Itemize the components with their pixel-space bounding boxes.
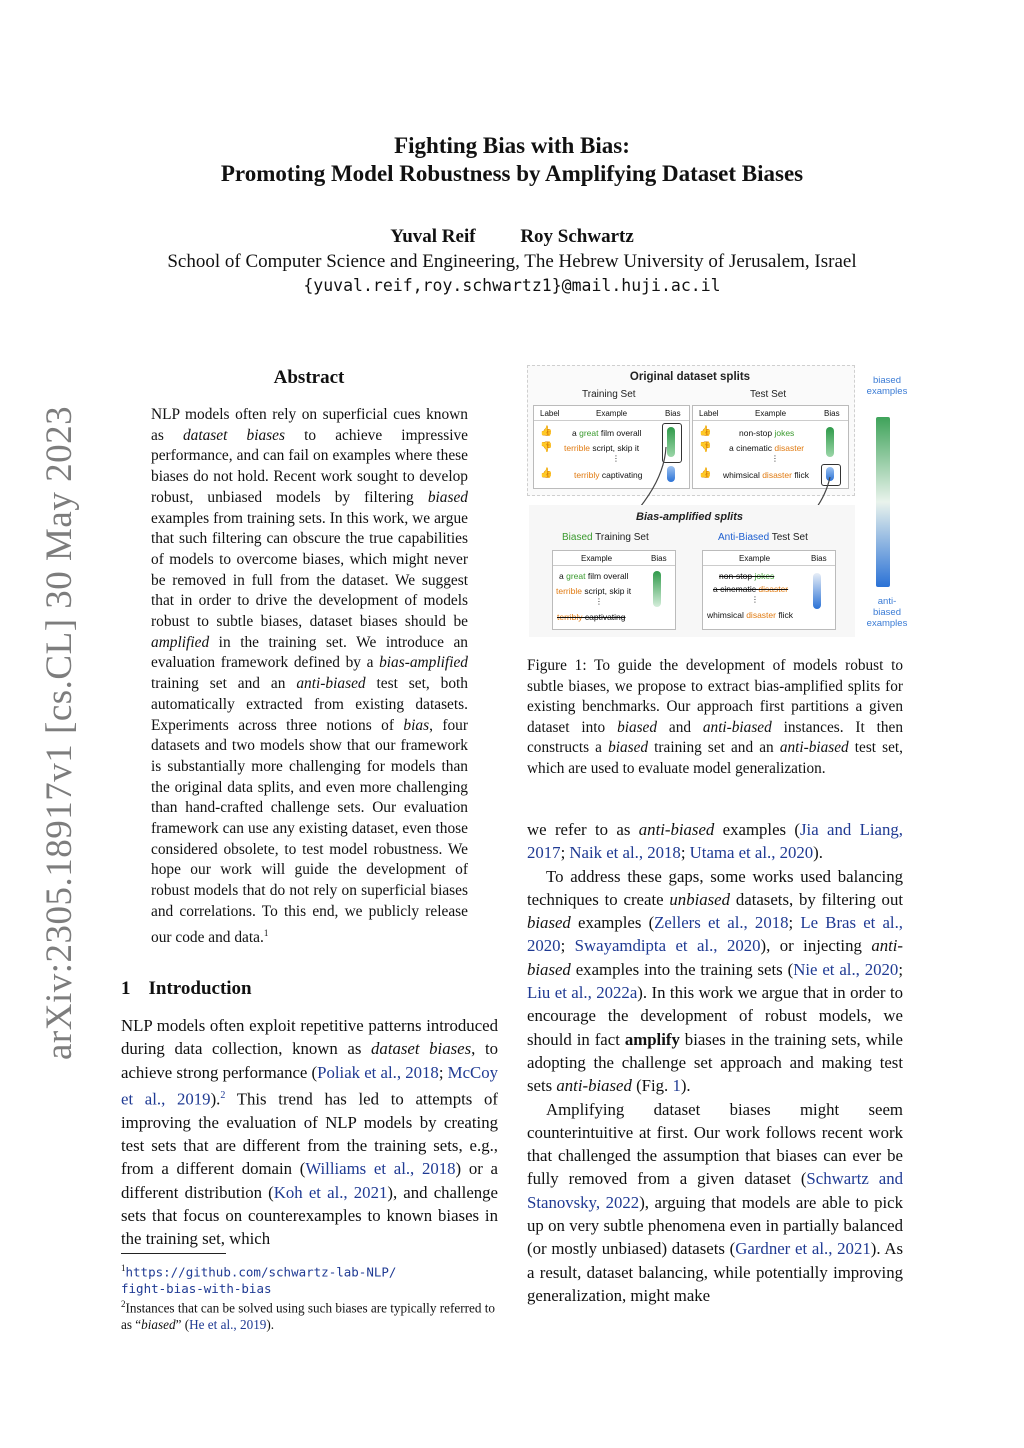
col-label: Label	[540, 409, 560, 418]
section-heading	[121, 978, 252, 1000]
intro-left-column: NLP models often exploit repetitive patterns introduced during data collection, known as dataset biases, to achieve strong performance (Poliak et al., 2018; McCoy et al., 2019).$^2$ This trend has led to attempts of improving the evaluation of NLP models by creating test sets that are different from the training sets, e.g., from a different domain (Williams et al., 2018) or a different distribution (Koh et al., 2021), and challenge sets that focus on counterexamples to known biases in the training set, which	[121, 1016, 499, 1249]
thumbs-up-icon: 👍	[540, 426, 553, 437]
orig-test-row-1: non-stop jokes	[739, 428, 795, 438]
bias-bar	[813, 573, 821, 609]
footnote-2-italic: biased	[141, 1317, 176, 1333]
anti-biased-test-table	[702, 550, 836, 630]
footnote-2	[121, 1296, 498, 1333]
footnote-2-text-b: ” (	[175, 1317, 190, 1333]
cite-link[interactable]: Schwartz and Stanovsky, 2022	[527, 1169, 903, 1212]
biased-row-removed: terribly captivating	[557, 612, 626, 622]
orig-test-row-2: a cinematic disaster	[729, 443, 805, 453]
anti-row-removed-2: a cinematic disaster	[713, 584, 789, 594]
cite-link[interactable]: Jia and Liang, 2017	[527, 820, 903, 863]
biased-train-header	[553, 551, 675, 566]
paragraph: To address these gaps, some works used balancing techniques to create unbiased datasets, by filtering out biased examples (Zellers et al., 2018; Le Bras et al., 2020; Swayamdipta et al., 2020), or injecting anti-biased examples into the training sets (Nie et al., 2020; Liu et al., 2022a). In this work we argue that in order to encourage the development of robust models, we should in fact amplify biases in the training sets, while adopting the challenge set approach and making test sets anti-biased (Fig. 1).	[527, 866, 904, 1096]
cite-link[interactable]: McCoy et al., 2019	[121, 1062, 499, 1109]
cite-link[interactable]: Utama et al., 2020	[689, 843, 814, 863]
cite-link[interactable]: Le Bras et al., 2020	[527, 913, 903, 956]
col-example: Example	[739, 554, 771, 563]
paragraph: Amplifying dataset biases might seem counterintuitive at first. Our work follows recent work that challenged the assumption that biases can ever be fully removed from a given dataset (Schwartz and Stanovsky, 2022), arguing that models are able to pick up on very subtle phenomena even in partially balanced (or mostly unbiased) datasets (Gardner et al., 2021). As a result, dataset balancing, while potentially improving generalization, might make	[527, 1099, 904, 1305]
figure-1	[524, 365, 909, 640]
footnote-2-text-c: ).	[266, 1317, 275, 1333]
anti-test-header	[703, 551, 835, 566]
anti-row-removed-1: non-stop jokes	[719, 571, 775, 581]
author-1: Yuval Reif	[390, 226, 476, 247]
training-set-label: Training Set	[582, 389, 636, 400]
cite-link[interactable]: Zellers et al., 2018	[654, 913, 789, 933]
paper-title-line-1: Fighting Bias with Bias:	[394, 133, 630, 158]
cite-link[interactable]: Naik et al., 2018	[569, 843, 681, 863]
col-bias: Bias	[811, 554, 827, 563]
thumbs-up-icon: 👍	[540, 468, 553, 479]
orig-train-row-1: a great film overall	[572, 428, 642, 438]
thumbs-down-icon: 👎	[540, 442, 553, 453]
footnote-rule	[121, 1253, 226, 1254]
cite-link[interactable]: Gardner et al., 2021	[735, 1239, 871, 1259]
abstract-heading: Abstract	[273, 367, 345, 388]
col-example: Example	[755, 409, 787, 418]
test-set-label: Test Set	[750, 389, 787, 400]
col-bias: Bias	[665, 409, 681, 418]
affiliation: School of Computer Science and Engineering, The Hebrew University of Jerusalem, Israel	[167, 251, 857, 272]
cite-link[interactable]: Swayamdipta et al., 2020	[574, 936, 761, 956]
biased-training-set-label: Biased Training Set	[562, 532, 649, 543]
anti-biased-test-set-label: Anti-Biased Test Set	[718, 532, 808, 543]
footnote-2-mark: 2	[121, 1299, 126, 1309]
paper-title-line-2: Promoting Model Robustness by Amplifying Dataset Biases	[220, 161, 804, 186]
orig-train-row-3: terribly captivating	[574, 470, 643, 480]
amplified-splits-title: Bias-amplified splits	[636, 511, 743, 523]
col-bias: Bias	[824, 409, 840, 418]
section-title: Introduction	[148, 978, 252, 999]
thumbs-up-icon: 👍	[699, 426, 712, 437]
thumbs-down-icon: 👎	[699, 442, 712, 453]
bias-bar	[653, 571, 661, 607]
section-number: 1	[121, 978, 131, 999]
ellipsis: ⋮	[771, 454, 779, 463]
bias-gradient-bar	[876, 417, 890, 587]
arxiv-stamp: arXiv:2305.18917v1 [cs.CL] 30 May 2023	[39, 405, 80, 1060]
cite-link[interactable]: Koh et al., 2021	[273, 1182, 388, 1202]
biased-row-1: a great film overall	[559, 571, 629, 581]
footnote-1-mark: 1	[121, 1263, 126, 1273]
thumbs-up-icon: 👍	[699, 468, 712, 479]
footnote-2-cite[interactable]: He et al., 2019	[189, 1317, 267, 1333]
paragraph: we refer to as anti-biased examples (Jia and Liang, 2017; Naik et al., 2018; Utama et al., 2020).	[527, 820, 903, 863]
ellipsis: ⋮	[595, 597, 603, 606]
figure-ref-link[interactable]: 1	[672, 1076, 681, 1096]
authors	[0, 226, 1024, 248]
email: {yuval.reif,roy.schwartz1}@mail.huji.ac.il	[303, 276, 721, 295]
ellipsis: ⋮	[612, 454, 620, 463]
anti-row-1: whimsical disaster flick	[707, 610, 793, 620]
caption-label: Figure 1:	[527, 657, 587, 674]
col-example: Example	[596, 409, 628, 418]
orig-train-row-2: terrible script, skip it	[564, 443, 640, 453]
orig-test-row-3: whimsical disaster flick	[723, 470, 809, 480]
footnote-2-text-a: Instances that can be solved using such biases are typically referred to as “	[121, 1300, 495, 1333]
cite-link[interactable]: Williams et al., 2018	[305, 1159, 456, 1179]
biased-train-table	[552, 550, 676, 630]
intro-right-column	[527, 818, 903, 1307]
footnote-1-url-b[interactable]: fight-bias-with-bias	[121, 1281, 272, 1297]
figure-caption: Figure 1: To guide the development of models robust to subtle biases, we propose to extract bias-amplified splits for existing benchmarks. Our approach first partitions a given dataset into biased and anti-biased instances. It then constructs a biased training set and an anti-biased test set, which are used to evaluate model generalization.	[527, 657, 904, 777]
col-label: Label	[699, 409, 719, 418]
legend-anti-biased: anti- biased examples	[866, 596, 908, 629]
biased-row-2: terrible script, skip it	[556, 586, 632, 596]
cite-link[interactable]: Liu et al., 2022a	[527, 983, 638, 1003]
footnote-1-url-a[interactable]: https://github.com/schwartz-lab-NLP/	[125, 1264, 397, 1280]
original-splits-title: Original dataset splits	[629, 371, 751, 383]
cite-link[interactable]: Poliak et al., 2018	[317, 1062, 439, 1082]
cite-link[interactable]: Nie et al., 2020	[793, 959, 899, 979]
abstract-body: NLP models often rely on superficial cues known as dataset biases to achieve impressive performance, and can fail on examples where these biases do not hold. Recent work sought to develop robust, unbiased models by filtering biased examples from training sets. In this work, we argue that such filtering can obscure the true capabilities of models to overcome biases, which might never be removed in full from the dataset. We suggest that in order to drive the development of models robust to subtle biases, dataset biases should be amplified in the training set. We introduce an evaluation framework defined by a bias-amplified training set and an anti-biased test set, both automatically extracted from existing datasets. Experiments across three notions of bias, four datasets and two models show that our framework is substantially more challenging for models than the original data splits, and even more challenging than hand-crafted challenge sets. Our evaluation framework can use any existing dataset, even those considered obsolete, to test model robustness. We hope our work will guide the development of robust models that do not rely on superficial biases and correlations. To this end, we publicly release our code and data.$^1$	[151, 406, 469, 946]
author-2: Roy Schwartz	[520, 226, 634, 247]
col-example: Example	[581, 554, 613, 563]
ellipsis: ⋮	[751, 595, 759, 604]
col-bias: Bias	[651, 554, 667, 563]
legend-biased: biased examples	[866, 375, 908, 397]
footnote-1	[121, 1260, 498, 1297]
